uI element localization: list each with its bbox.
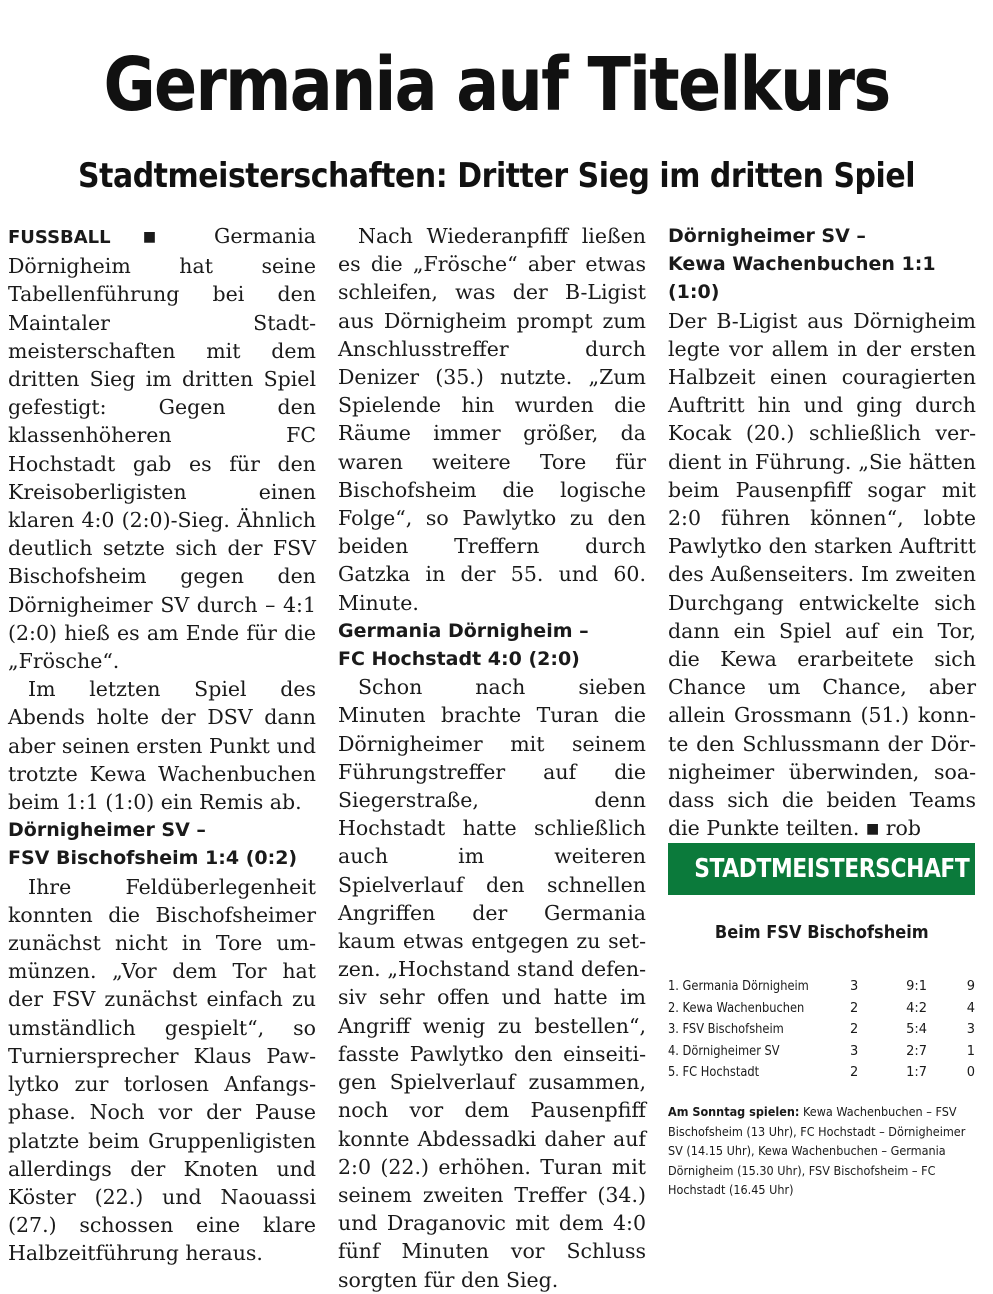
kicker: FUSSBALL bbox=[8, 227, 111, 248]
section-heading-2-line-2: FC Hochstadt 4:0 (2:0) bbox=[338, 648, 580, 671]
article-column-1 bbox=[8, 222, 316, 1268]
team-name: 4. Dörnigheimer SV bbox=[668, 1043, 780, 1059]
intro-paragraph bbox=[8, 222, 316, 675]
games-played: 2 bbox=[850, 1000, 859, 1016]
section-heading-3 bbox=[668, 222, 976, 307]
schedule-text: Kewa Wachenbuchen – FSV Bischofsheim (13 Uhr), FC Hochstadt – Dörnigheimer SV (14.15 Uhr), Kewa Wachenbuchen – Germania Dörnigheim (15.30 Uhr), FSV Bischofsheim – FC Hochstadt (16.45 Uhr) bbox=[668, 1104, 966, 1197]
points: 3 bbox=[966, 1022, 975, 1038]
points: 9 bbox=[966, 979, 975, 995]
schedule-label: Am Sonntag spielen: bbox=[668, 1104, 800, 1119]
standings-table bbox=[668, 976, 975, 1084]
section-2-text: Schon nach sieben Minuten brachte Turan die Dörnigheimer mit seinem Führungstreffer auf die Siegerstraße, denn Hochstadt hatte schließlich auch im weiteren Spielverlauf den schnellen Angriffen der Germania kaum etwas entgegen zu setzen. „Hochstand stand defensiv sehr offen und hatte im Angriff wenig zu bestellen“, fasste Pawlytko den einseitigen Spielverlauf zusammen, noch vor dem Pausenpfiff konnte Abdessadki daher auf 2:0 (22.) erhöhen. Turan mit seinem zweiten Treffer (34.) und Draganovic mit dem 4:0 fünf Minuten vor Schluss sorgten für den Sieg. bbox=[338, 675, 646, 1292]
section-heading-3-line-1 bbox=[668, 222, 976, 250]
article-column-3 bbox=[668, 222, 976, 843]
games-played: 3 bbox=[850, 1043, 859, 1059]
goal-difference: 1:7 bbox=[906, 1065, 928, 1081]
goal-difference: 5:4 bbox=[906, 1022, 928, 1038]
author: rob bbox=[885, 816, 921, 841]
section-1-text: Ihre Feldüberlegenheit konnten die Bischofsheimer zunächst nicht in Tore ummünzen. „Vor dem Tor hat der FSV zunächst einfach zu umständlich gespielt“, so Turniersprecher Klaus Pawlytko zur torlosen Anfangsphase. Noch vor der Pause platzte beim Gruppenligisten allerdings der Knoten und Köster (22.) und Naouassi (27.) schossen eine klare Halbzeitführung heraus. bbox=[8, 874, 316, 1266]
section-1-continued: Nach Wiederanpfiff ließen es die „Frösche“ aber etwas schleifen, was der B-Ligist aus Dörnigheim prompt zum Anschlusstreffer durch Denizer (35.) nutzte. „Zum Spielende hin wurden die Räume immer größer, da waren weitere Tore für Bischofsheim die logische Folge“, so Pawlytko zu den beiden Treffern durch Gatzka in der 55. und 60. Minute. bbox=[338, 224, 646, 615]
headline: Germania auf Titelkurs bbox=[103, 42, 890, 128]
section-heading-3-line-2: Kewa Wachenbuchen 1:1 (1:0) bbox=[668, 253, 936, 304]
schedule bbox=[668, 1102, 975, 1200]
section-heading-2 bbox=[338, 617, 646, 673]
section-heading-1-line-1: Dörnigheimer SV – bbox=[8, 819, 206, 842]
team-name: 5. FC Hochstadt bbox=[668, 1065, 760, 1081]
goal-difference: 4:2 bbox=[906, 1000, 928, 1016]
games-played: 3 bbox=[850, 979, 859, 995]
infobox-venue bbox=[668, 922, 975, 943]
goal-difference: 9:1 bbox=[906, 979, 928, 995]
team-name: 1. Germania Dörnigheim bbox=[668, 979, 809, 995]
games-played: 2 bbox=[850, 1022, 859, 1038]
team-name: 2. Kewa Wachenbuchen bbox=[668, 1000, 805, 1016]
section-heading-1-line-2: FSV Bischofsheim 1:4 (0:2) bbox=[8, 847, 298, 870]
infobox-banner-text: STADTMEISTERSCHAFT bbox=[694, 854, 970, 884]
table-row bbox=[668, 1062, 975, 1084]
section-3-text bbox=[668, 307, 976, 844]
table-row bbox=[668, 976, 975, 998]
section-heading-3-line-1-text: Dörnigheimer SV – bbox=[668, 225, 866, 247]
bullet-icon: ■ bbox=[142, 229, 182, 245]
table-row bbox=[668, 1041, 975, 1063]
article-column-2 bbox=[338, 222, 646, 1294]
end-bullet-icon: ■ bbox=[865, 821, 880, 838]
table-row bbox=[668, 1019, 975, 1041]
paragraph-2: Im letzten Spiel des Abends holte der DSV dann aber seinen ersten Punkt und trotzte Kewa Wachenbuchen beim 1:1 (1:0) ein Remis ab. bbox=[8, 677, 316, 815]
infobox-banner bbox=[668, 843, 975, 895]
points: 4 bbox=[966, 1000, 975, 1016]
section-heading-2-line-1: Germania Dörnigheim – bbox=[338, 619, 589, 642]
goal-difference: 2:7 bbox=[906, 1043, 928, 1059]
table-row bbox=[668, 998, 975, 1020]
points: 1 bbox=[966, 1043, 975, 1059]
section-heading-1 bbox=[8, 816, 316, 872]
team-name: 3. FSV Bischofsheim bbox=[668, 1022, 784, 1038]
infobox-venue-text: Beim FSV Bischofsheim bbox=[714, 922, 929, 943]
intro-text: Germania Dörnigheim hat seine Tabellenführung bei den Maintaler Stadtmeisterschaften mit dem dritten Sieg im dritten Spiel gefestigt: Gegen den klassenhöheren FC Hochstadt gab es für den Kreisoberligisten einen klaren 4:0 (2:0)-Sieg. Ähnlich deutlich setzte sich der FSV Bischofsheim gegen den Dörnigheimer SV durch – 4:1 (2:0) hieß es am Ende für die „Frösche“. bbox=[8, 224, 316, 674]
games-played: 2 bbox=[850, 1065, 859, 1081]
section-3-body: Der B-Ligist aus Dörnigheim legte vor allem in der ersten Halbzeit einen couragierten Auftritt hin und ging durch Kocak (20.) schließlich verdient in Führung. „Sie hätten beim Pausenpfiff sogar mit 2:0 führen können“, lobte Pawlytko den starken Auftritt des Außenseiters. Im zweiten Durchgang entwickelte sich dann ein Spiel auf ein Tor, die Kewa erarbeitete sich Chance um Chance, aber allein Grossmann (51.) konnte den Schlussmann der Dörnigheimer überwinden, soadass sich die beiden Teams die Punkte teilten. bbox=[668, 308, 976, 841]
points: 0 bbox=[966, 1065, 975, 1081]
subheadline: Stadtmeisterschaften: Dritter Sieg im dritten Spiel bbox=[77, 156, 916, 196]
